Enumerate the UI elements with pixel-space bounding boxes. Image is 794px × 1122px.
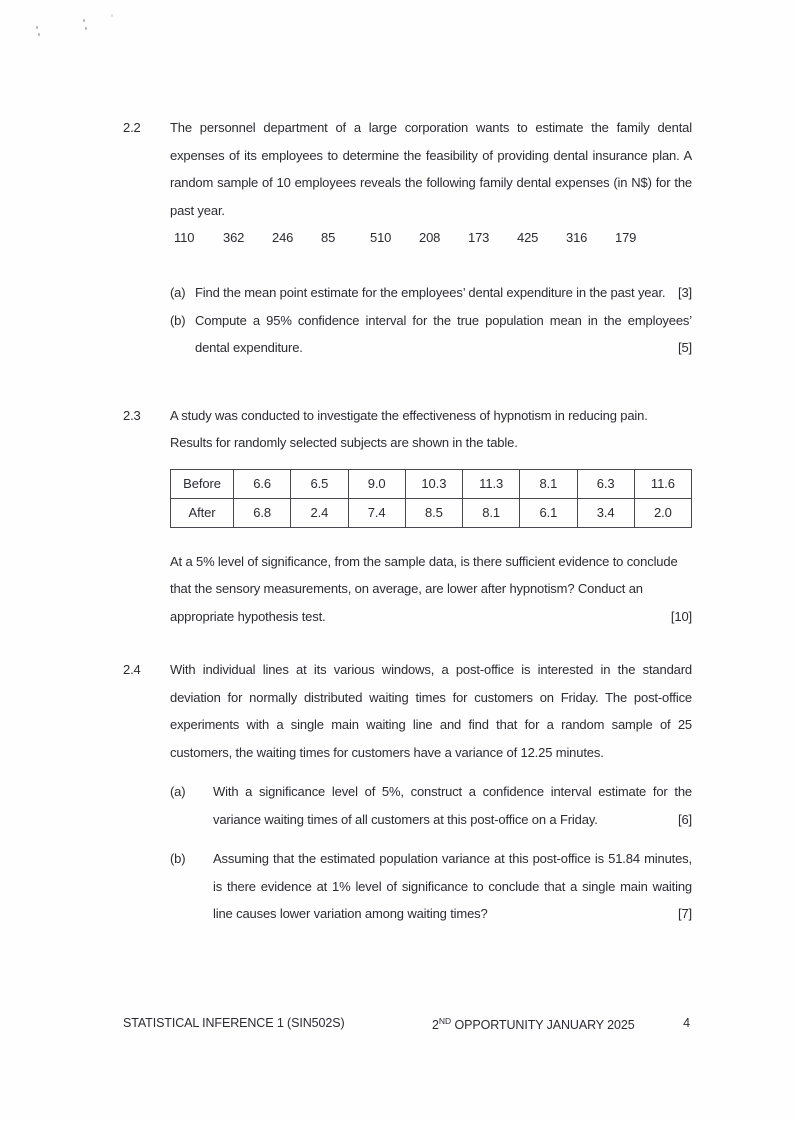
footer-session-number: 2 bbox=[432, 1018, 439, 1033]
table-cell: 9.0 bbox=[348, 469, 405, 498]
part-text: With a significance level of 5%, construct a confidence interval estimate for the variance waiting times of all customers at this post-office on a Friday. bbox=[213, 784, 692, 827]
part-text-wrap bbox=[195, 279, 692, 307]
table-cell: 2.0 bbox=[634, 498, 691, 527]
footer-session-text: OPPORTUNITY JANUARY 2025 bbox=[451, 1018, 635, 1033]
scan-speck bbox=[36, 26, 38, 29]
question-text: A study was conducted to investigate the effectiveness of hypnotism in reducing pain. Results for randomly selected subjects are shown in the table. bbox=[170, 407, 648, 450]
table-cell: 6.5 bbox=[291, 469, 348, 498]
question-2-2 bbox=[123, 114, 692, 362]
scan-speck bbox=[38, 33, 40, 36]
table-row-before bbox=[171, 469, 692, 498]
part-b bbox=[170, 307, 692, 362]
dental-expense-value: 85 bbox=[321, 230, 336, 245]
part-a bbox=[170, 279, 692, 307]
dental-expense-value: 425 bbox=[517, 230, 539, 245]
table-cell: 8.1 bbox=[463, 498, 520, 527]
table-cell: 6.3 bbox=[577, 469, 634, 498]
question-2-4 bbox=[123, 656, 692, 928]
part-label: (b) bbox=[170, 851, 186, 866]
marks-badge: [6] bbox=[677, 811, 692, 827]
part-text-wrap bbox=[213, 845, 692, 928]
table-cell: 7.4 bbox=[348, 498, 405, 527]
question-text: At a 5% level of significance, from the sample data, is there sufficient evidence to conclude that the sensory measurements, on average, are lower after hypnotism? Conduct an appropriate hypothesis test. bbox=[170, 553, 678, 624]
part-label: (a) bbox=[170, 784, 186, 799]
scan-speck bbox=[111, 14, 113, 17]
dental-expense-value: 208 bbox=[419, 230, 441, 245]
dental-expense-value: 173 bbox=[468, 230, 490, 245]
row-label: After bbox=[171, 498, 234, 527]
question-text: The personnel department of a large corporation wants to estimate the family dental expenses of its employees to determine the feasibility of providing dental insurance plan. A random sample of 10 employees reveals the following family dental expenses (in N$) for the past year. bbox=[170, 120, 692, 218]
table-cell: 8.1 bbox=[520, 469, 577, 498]
footer-session-ordinal: ND bbox=[438, 1016, 452, 1026]
marks-badge: [3] bbox=[677, 285, 692, 300]
question-number: 2.4 bbox=[123, 662, 141, 677]
dental-expense-value: 362 bbox=[223, 230, 245, 245]
part-text-wrap bbox=[195, 307, 692, 362]
scan-speck bbox=[83, 19, 85, 22]
table-cell: 11.3 bbox=[463, 469, 520, 498]
table-row-after bbox=[171, 498, 692, 527]
part-text: Find the mean point estimate for the employees’ dental expenditure in the past year. bbox=[195, 285, 666, 300]
part-label: (b) bbox=[170, 312, 186, 328]
dental-expense-value: 110 bbox=[174, 230, 195, 245]
table-cell: 10.3 bbox=[405, 469, 462, 498]
question-2-2-body-wrap bbox=[170, 114, 692, 362]
part-text: Compute a 95% confidence interval for the true population mean in the employees’ dental expenditure. bbox=[195, 312, 692, 355]
footer-course-title: STATISTICAL INFERENCE 1 (SIN502S) bbox=[123, 1016, 345, 1030]
hypnotism-data-table bbox=[170, 469, 692, 528]
footer-session bbox=[432, 1016, 635, 1032]
question-2-2-parts bbox=[170, 279, 692, 362]
table-cell: 11.6 bbox=[634, 469, 691, 498]
page-content bbox=[123, 114, 692, 928]
marks-badge: [10] bbox=[670, 608, 692, 624]
page-footer bbox=[123, 1016, 692, 1036]
question-number: 2.3 bbox=[123, 407, 141, 423]
question-2-3-body-wrap bbox=[170, 402, 692, 631]
dental-expense-value: 316 bbox=[566, 230, 588, 245]
table-cell: 6.6 bbox=[234, 469, 291, 498]
dental-expense-value: 246 bbox=[272, 230, 294, 245]
part-label: (a) bbox=[170, 285, 186, 300]
part-text: Assuming that the estimated population variance at this post-office is 51.84 minutes, is there evidence at 1% level of significance to conclude that a single main waiting line causes lower variation among waiting times? bbox=[213, 851, 692, 921]
table-cell: 3.4 bbox=[577, 498, 634, 527]
scan-speck bbox=[85, 27, 87, 30]
question-2-4-parts bbox=[170, 778, 692, 928]
question-2-4-body-wrap bbox=[170, 656, 692, 928]
table-cell: 2.4 bbox=[291, 498, 348, 527]
marks-badge: [7] bbox=[677, 906, 692, 921]
footer-page-number: 4 bbox=[683, 1016, 690, 1030]
marks-badge: [5] bbox=[677, 340, 692, 355]
row-label: Before bbox=[171, 469, 234, 498]
table-cell: 6.8 bbox=[234, 498, 291, 527]
dental-expense-value: 179 bbox=[615, 230, 637, 245]
question-2-3 bbox=[123, 402, 692, 631]
part-text-wrap bbox=[213, 778, 692, 833]
table-cell: 6.1 bbox=[520, 498, 577, 527]
part-b bbox=[170, 845, 692, 928]
part-a bbox=[170, 778, 692, 833]
dental-expense-value: 510 bbox=[370, 230, 392, 245]
dental-expense-values bbox=[170, 224, 692, 252]
table-cell: 8.5 bbox=[405, 498, 462, 527]
question-2-3-task bbox=[170, 548, 692, 631]
question-text: With individual lines at its various windows, a post-office is interested in the standard deviation for normally distributed waiting times for customers on Friday. The post-office experiments with a single main waiting line and find that for a random sample of 25 customers, the waiting times for customers have a variance of 12.25 minutes. bbox=[170, 662, 692, 760]
question-number: 2.2 bbox=[123, 120, 141, 135]
